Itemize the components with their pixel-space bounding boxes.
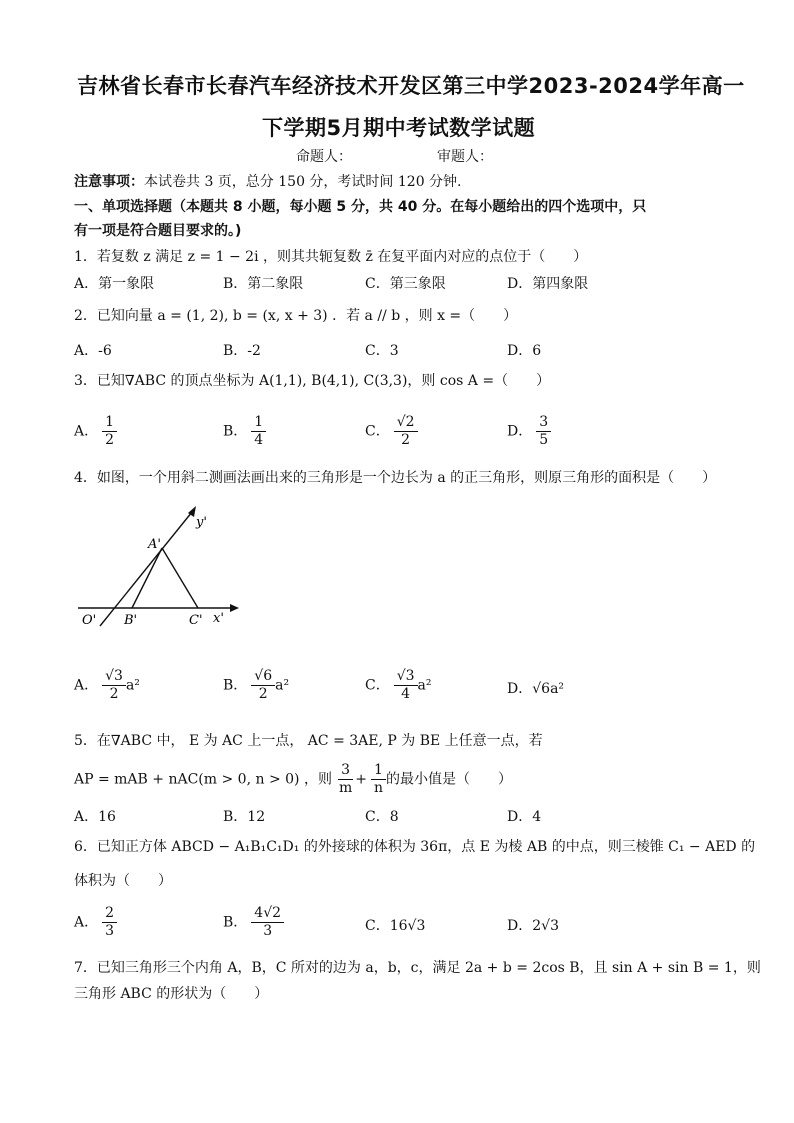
q6-letter-c: C． — [365, 918, 390, 934]
label-a: A' — [148, 537, 161, 552]
q6-option-a — [74, 905, 117, 940]
q3-frac-a — [102, 414, 117, 449]
q7-stem-line-2: 三角形 ABC 的形状为（ ） — [74, 986, 269, 1002]
q3-frac-a-num: 1 — [102, 414, 117, 432]
q6-frac-b — [251, 905, 284, 940]
q4-frac-b — [251, 668, 275, 703]
q5-frac-2-num: 1 — [371, 762, 386, 780]
q4-option-d-text: √6a² — [532, 681, 565, 697]
q5-option-a: A．16 — [74, 809, 116, 825]
q5-option-d: D．4 — [507, 809, 542, 825]
q3-frac-c-den: 2 — [401, 432, 411, 448]
q3-frac-b-num: 1 — [251, 414, 266, 432]
q6-letter-a: A． — [74, 914, 99, 931]
q3-frac-b — [251, 414, 266, 449]
q3-frac-c-num: √2 — [394, 414, 418, 432]
q2-option-d: D．6 — [507, 343, 542, 359]
q2-stem: 2．已知向量 a = (1, 2), b = (x, x + 3) ．若 a // b ，则 x =（ ） — [74, 308, 518, 324]
q3-letter-c: C． — [365, 423, 390, 440]
label-y-axis: y' — [196, 515, 207, 530]
q5-frac-2-den: n — [373, 780, 383, 796]
q4-frac-c — [394, 668, 418, 703]
q4-letter-b: B． — [223, 677, 248, 694]
q2-option-c: C．3 — [365, 343, 399, 359]
q6-stem-line-1: 6．已知正方体 ABCD − A₁B₁C₁D₁ 的外接球的体积为 36π，点 E 为棱 AB 的中点，则三棱锥 C₁ − AED 的 — [74, 839, 756, 855]
x-axis-arrow — [230, 604, 239, 612]
q1-option-c: C．第三象限 — [365, 276, 446, 292]
label-o: O' — [82, 613, 97, 628]
notice-text: 本试卷共 3 页，总分 150 分，考试时间 120 分钟. — [144, 174, 462, 190]
q3-frac-d-den: 5 — [539, 432, 549, 448]
side-a-c — [162, 548, 198, 608]
q3-letter-d: D． — [507, 423, 533, 440]
q5-option-c: C．8 — [365, 809, 399, 825]
title-line-2: 下学期5月期中考试数学试题 — [262, 116, 536, 140]
q4-frac-a-num: √3 — [102, 668, 126, 686]
q3-stem: 3．已知∇ABC 的顶点坐标为 A(1,1), B(4,1), C(3,3)，则 cos A =（ ） — [74, 373, 551, 389]
q4-letter-a: A． — [74, 677, 99, 694]
section-heading-line-2: 有一项是符合题目要求的。) — [74, 223, 242, 239]
q1-option-d: D．第四象限 — [507, 276, 589, 292]
q3-option-d — [507, 414, 551, 449]
q4-option-d — [507, 678, 564, 698]
q5-frac-1-num: 3 — [338, 762, 353, 780]
q5-plus: + — [355, 771, 367, 788]
q6-letter-d: D． — [507, 918, 533, 934]
q5-stem-line-2 — [74, 762, 512, 797]
q4-frac-a — [102, 668, 126, 703]
q6-option-d — [507, 915, 559, 935]
q3-option-c — [365, 414, 418, 449]
y-axis-line — [100, 512, 192, 626]
q6-frac-a — [102, 905, 117, 940]
section-heading-line-1: 一、单项选择题（本题共 8 小题，每小题 5 分，共 40 分。在每小题给出的四个选项中，只 — [74, 199, 647, 215]
q4-frac-a-den: 2 — [109, 686, 119, 702]
q5-stem-b: 的最小值是（ ） — [386, 771, 512, 788]
q3-frac-b-den: 4 — [254, 432, 264, 448]
q4-tail-a: a² — [125, 677, 140, 694]
q3-frac-d — [536, 414, 551, 449]
q6-stem-line-2: 体积为（ ） — [74, 873, 172, 889]
title-line-1: 吉林省长春市长春汽车经济技术开发区第三中学2023-2024学年高一 — [77, 74, 745, 98]
q6-option-b — [223, 905, 284, 940]
q4-option-b — [223, 668, 289, 703]
q4-option-c — [365, 668, 432, 703]
q6-frac-a-num: 2 — [102, 905, 117, 923]
q3-option-a — [74, 414, 117, 449]
q4-stem: 4．如图，一个用斜二测画法画出来的三角形是一个边长为 a 的正三角形，则原三角形的面积是（ ） — [74, 470, 717, 486]
side-a-b — [132, 548, 162, 608]
q3-frac-c — [394, 414, 418, 449]
q4-frac-c-den: 4 — [401, 686, 411, 702]
label-c: C' — [189, 613, 203, 628]
q4-frac-b-den: 2 — [258, 686, 268, 702]
q1-option-a: A．第一象限 — [74, 276, 155, 292]
q6-option-c-text: 16√3 — [389, 918, 426, 934]
q5-option-b: B．12 — [223, 809, 266, 825]
proposer-label: 命题人： — [296, 149, 352, 165]
q6-option-c — [365, 915, 425, 935]
q3-letter-a: A． — [74, 423, 99, 440]
q4-frac-b-num: √6 — [251, 668, 275, 686]
q3-option-b — [223, 414, 266, 449]
q6-frac-b-num: 4√2 — [251, 905, 284, 923]
q5-frac-2 — [371, 762, 386, 797]
q4-letter-c: C． — [365, 677, 390, 694]
q3-frac-a-den: 2 — [105, 432, 115, 448]
q2-option-b: B．-2 — [223, 343, 261, 359]
q5-stem-a: AP = mAB + nAC(m > 0, n > 0) ，则 — [74, 771, 332, 788]
q4-tail-c: a² — [417, 677, 432, 694]
label-x-axis: x' — [213, 611, 224, 626]
q5-frac-1-den: m — [338, 780, 353, 796]
q1-stem: 1．若复数 z 满足 z = 1 − 2i ，则其共轭复数 z̄ 在复平面内对应的点位于（ ） — [74, 249, 588, 265]
q6-frac-a-den: 3 — [105, 923, 115, 939]
q6-frac-b-den: 3 — [263, 923, 273, 939]
q2-option-a: A．-6 — [74, 343, 112, 359]
label-b: B' — [124, 613, 138, 628]
q4-frac-c-num: √3 — [394, 668, 418, 686]
q4-option-a — [74, 668, 140, 703]
q4-oblique-triangle-figure — [70, 500, 250, 640]
q6-letter-b: B． — [223, 914, 248, 931]
q5-frac-1 — [336, 762, 355, 797]
q1-option-b: B．第二象限 — [223, 276, 304, 292]
q6-option-d-text: 2√3 — [532, 918, 559, 934]
q3-letter-b: B． — [223, 423, 248, 440]
q7-stem-line-1: 7．已知三角形三个内角 A，B，C 所对的边为 a，b，c，满足 2a + b = 2cos B，且 sin A + sin B = 1，则 — [74, 960, 761, 976]
q4-letter-d: D． — [507, 681, 533, 697]
q3-frac-d-num: 3 — [536, 414, 551, 432]
reviewer-label: 审题人： — [437, 149, 493, 165]
q5-stem-line-1: 5．在∇ABC 中， E 为 AC 上一点， AC = 3AE, P 为 BE 上任意一点，若 — [74, 733, 543, 749]
q4-tail-b: a² — [275, 677, 290, 694]
notice-label: 注意事项： — [74, 174, 144, 190]
notice — [74, 172, 462, 192]
